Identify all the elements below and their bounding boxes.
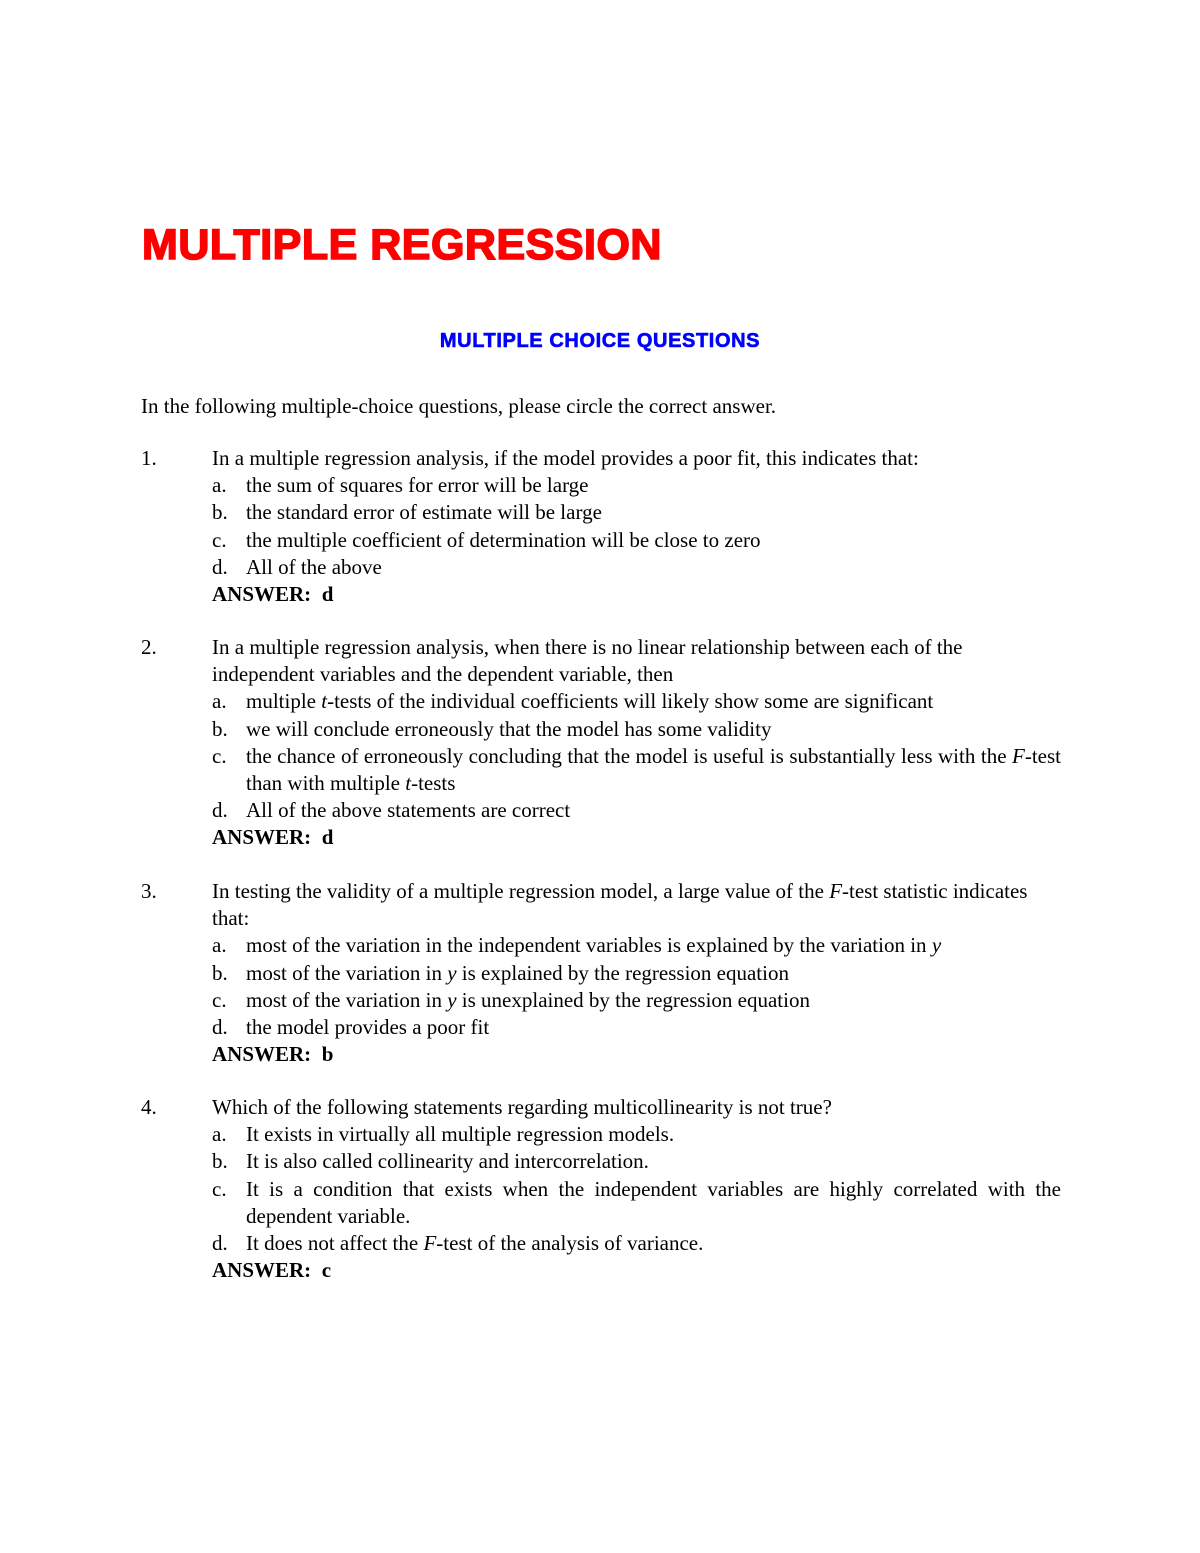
answer-label: ANSWER: xyxy=(212,582,312,607)
option-text: All of the above xyxy=(246,554,382,579)
answer-line xyxy=(141,581,1061,608)
text-fragment: -tests xyxy=(411,771,456,796)
text-fragment: most of the variation in xyxy=(246,960,448,985)
option-text: the sum of squares for error will be large xyxy=(246,473,589,498)
option-letter: a. xyxy=(212,689,227,714)
question-stem xyxy=(141,634,1061,688)
question-text: In a multiple regression analysis, if the model provides a poor fit, this indicates that: xyxy=(212,446,919,470)
document-title: MULTIPLE REGRESSION xyxy=(142,221,662,269)
question-text xyxy=(212,878,1061,932)
question-stem xyxy=(141,1094,1061,1121)
options-list xyxy=(141,472,1061,581)
option-letter: b. xyxy=(212,1149,228,1174)
option-letter: c. xyxy=(212,743,227,768)
math-variable: y xyxy=(447,987,457,1012)
text-fragment: -test statistic indicates that: xyxy=(212,879,1028,931)
question-4 xyxy=(141,1094,1061,1284)
option-a[interactable] xyxy=(141,932,1061,959)
question-stem xyxy=(141,878,1061,932)
answer-value: c xyxy=(321,1258,332,1283)
answer-line xyxy=(141,1041,1061,1068)
option-c[interactable] xyxy=(141,743,1061,797)
question-number: 1. xyxy=(141,446,157,470)
math-variable: F xyxy=(423,1231,437,1256)
question-1 xyxy=(141,445,1061,608)
option-letter: c. xyxy=(212,987,227,1012)
text-fragment: is unexplained by the regression equation xyxy=(456,987,810,1012)
answer-line xyxy=(141,1257,1061,1284)
question-stem xyxy=(141,445,1061,472)
question-text: Which of the following statements regarding multicollinearity is not true? xyxy=(212,1095,832,1119)
option-letter: b. xyxy=(212,960,228,985)
text-fragment: the chance of erroneously concluding that the model is useful is substantially less with the xyxy=(246,743,1013,768)
option-text xyxy=(246,988,810,1012)
math-variable: y xyxy=(931,933,942,958)
option-text: All of the above statements are correct xyxy=(246,798,571,823)
option-letter: d. xyxy=(212,554,228,579)
option-letter: c. xyxy=(212,1176,227,1201)
text-fragment: In testing the validity of a multiple regression model, a large value of the xyxy=(212,879,830,903)
options-list xyxy=(141,1121,1061,1257)
text-fragment: most of the variation in the independent variables is explained by the variation in xyxy=(246,933,932,958)
section-subtitle: MULTIPLE CHOICE QUESTIONS xyxy=(439,330,761,352)
math-variable: y xyxy=(447,960,457,985)
answer-label: ANSWER: xyxy=(212,825,312,850)
question-text: In a multiple regression analysis, when there is no linear relationship between each of the independent variables and the dependent variable, then xyxy=(212,635,963,687)
option-text: It is also called collinearity and intercorrelation. xyxy=(246,1149,649,1174)
option-c[interactable] xyxy=(141,987,1061,1014)
option-letter: d. xyxy=(212,798,228,823)
text-fragment: It does not affect the xyxy=(246,1231,424,1256)
option-b[interactable] xyxy=(141,960,1061,987)
option-c[interactable] xyxy=(141,1176,1061,1230)
option-letter: b. xyxy=(212,716,228,741)
question-2 xyxy=(141,634,1061,852)
option-a[interactable] xyxy=(141,1121,1061,1148)
option-text xyxy=(246,961,789,985)
question-number: 4. xyxy=(141,1095,157,1119)
text-fragment: most of the variation in xyxy=(246,987,448,1012)
instructions-text: In the following multiple-choice questions, please circle the correct answer. xyxy=(141,394,777,418)
option-c[interactable] xyxy=(141,527,1061,554)
answer-value: d xyxy=(321,825,334,850)
option-b[interactable] xyxy=(141,1148,1061,1175)
math-variable: F xyxy=(829,879,843,903)
option-text xyxy=(246,933,941,957)
math-variable: t xyxy=(405,771,412,796)
option-letter: d. xyxy=(212,1015,228,1040)
option-letter: a. xyxy=(212,1122,227,1147)
option-text: It exists in virtually all multiple regression models. xyxy=(246,1122,675,1147)
math-variable: t xyxy=(321,689,328,714)
text-fragment: -tests of the individual coefficients will likely show some are significant xyxy=(327,689,934,714)
option-text: we will conclude erroneously that the model has some validity xyxy=(246,716,772,741)
question-number: 3. xyxy=(141,879,157,903)
option-a[interactable] xyxy=(141,472,1061,499)
option-text: the multiple coefficient of determination will be close to zero xyxy=(246,527,761,552)
option-d[interactable] xyxy=(141,554,1061,581)
option-text: It is a condition that exists when the independent variables are highly correlated with the dependent variable. xyxy=(246,1176,1061,1228)
option-b[interactable] xyxy=(141,499,1061,526)
option-letter: a. xyxy=(212,933,227,958)
option-d[interactable] xyxy=(141,1014,1061,1041)
option-letter: b. xyxy=(212,500,228,525)
option-text: the standard error of estimate will be large xyxy=(246,500,602,525)
options-list xyxy=(141,932,1061,1041)
option-letter: c. xyxy=(212,527,227,552)
option-text xyxy=(246,743,1061,797)
text-fragment: -test than with multiple xyxy=(246,743,1061,796)
answer-value: b xyxy=(321,1042,334,1067)
question-3 xyxy=(141,878,1061,1068)
answer-line xyxy=(141,824,1061,851)
option-text: the model provides a poor fit xyxy=(246,1015,490,1040)
options-list xyxy=(141,688,1061,824)
option-text xyxy=(246,1231,703,1255)
text-fragment: is explained by the regression equation xyxy=(456,960,789,985)
option-a[interactable] xyxy=(141,688,1061,715)
option-b[interactable] xyxy=(141,716,1061,743)
option-letter: d. xyxy=(212,1231,228,1256)
option-d[interactable] xyxy=(141,797,1061,824)
answer-value: d xyxy=(321,582,334,607)
text-fragment: multiple xyxy=(246,689,322,714)
answer-label: ANSWER: xyxy=(212,1042,312,1067)
text-fragment: -test of the analysis of variance. xyxy=(436,1231,704,1256)
math-variable: F xyxy=(1012,743,1025,768)
option-d[interactable] xyxy=(141,1230,1061,1257)
option-text xyxy=(246,689,933,713)
answer-label: ANSWER: xyxy=(212,1258,312,1283)
question-number: 2. xyxy=(141,635,157,659)
option-letter: a. xyxy=(212,473,227,498)
